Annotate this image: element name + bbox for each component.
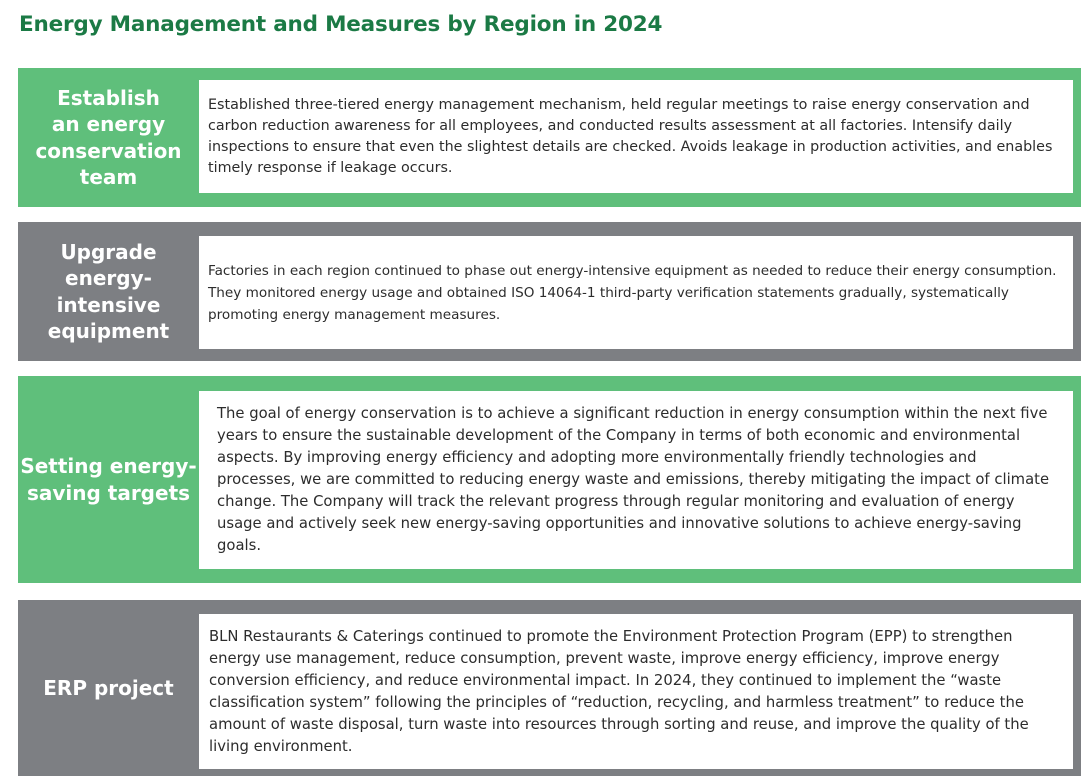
measure-description: Established three-tiered energy management mechanism, held regular meetings to raise energy conservation and carbon reduction awareness for all employees, and conducted results assessment at all factories. Intensify daily inspections to ensure that even the slightest details are checked. Avoids leakage in production activities, and enables timely response if leakage occurs. bbox=[208, 96, 1053, 176]
measure-label: ERP project bbox=[43, 675, 174, 700]
measure-description-box bbox=[199, 236, 1073, 349]
measure-description: The goal of energy conservation is to achieve a significant reduction in energy consumption within the next five years to ensure the sustainable development of the Company in terms of both economic and environmental aspects. By improving energy efficiency and adopting more environmentally friendly technologies and processes, we are committed to reducing energy waste and emissions, thereby mitigating the impact of climate change. The Company will track the relevant progress through regular monitoring and evaluation of energy usage and actively seek new energy-saving opportunities and innovative solutions to achieve energy-saving goals. bbox=[217, 405, 1050, 554]
measure-description-box bbox=[199, 391, 1073, 569]
measure-band-energy-team bbox=[18, 68, 1081, 207]
measure-description: Factories in each region continued to phase out energy-intensive equipment as needed to reduce their energy consumption. They monitored energy usage and obtained ISO 14064-1 third-party verification statements gradually, systematically promoting energy management measures. bbox=[208, 262, 1057, 323]
measure-band-saving-targets bbox=[18, 376, 1081, 583]
measure-description-box bbox=[199, 80, 1073, 193]
measure-description: BLN Restaurants & Caterings continued to promote the Environment Protection Program (EPP) to strengthen energy use management, reduce consumption, prevent waste, improve energy efficiency, improve energy conversion efficiency, and reduce environmental impact. In 2024, they continued to implement the “waste classification system” following the principles of “reduction, recycling, and harmless treatment” to reduce the amount of waste disposal, turn waste into resources through sorting and reuse, and improve the quality of the living environment. bbox=[209, 627, 1029, 755]
measure-label: Upgrade energy- intensive equipment bbox=[47, 239, 170, 343]
measure-label: Setting energy- saving targets bbox=[20, 454, 197, 505]
measure-band-erp-project bbox=[18, 600, 1081, 776]
measure-label: Establish an energy conservation team bbox=[35, 85, 182, 189]
measure-description-box bbox=[199, 614, 1073, 769]
page-title: Energy Management and Measures by Region in 2024 bbox=[19, 12, 663, 37]
measure-band-upgrade-equipment bbox=[18, 222, 1081, 361]
